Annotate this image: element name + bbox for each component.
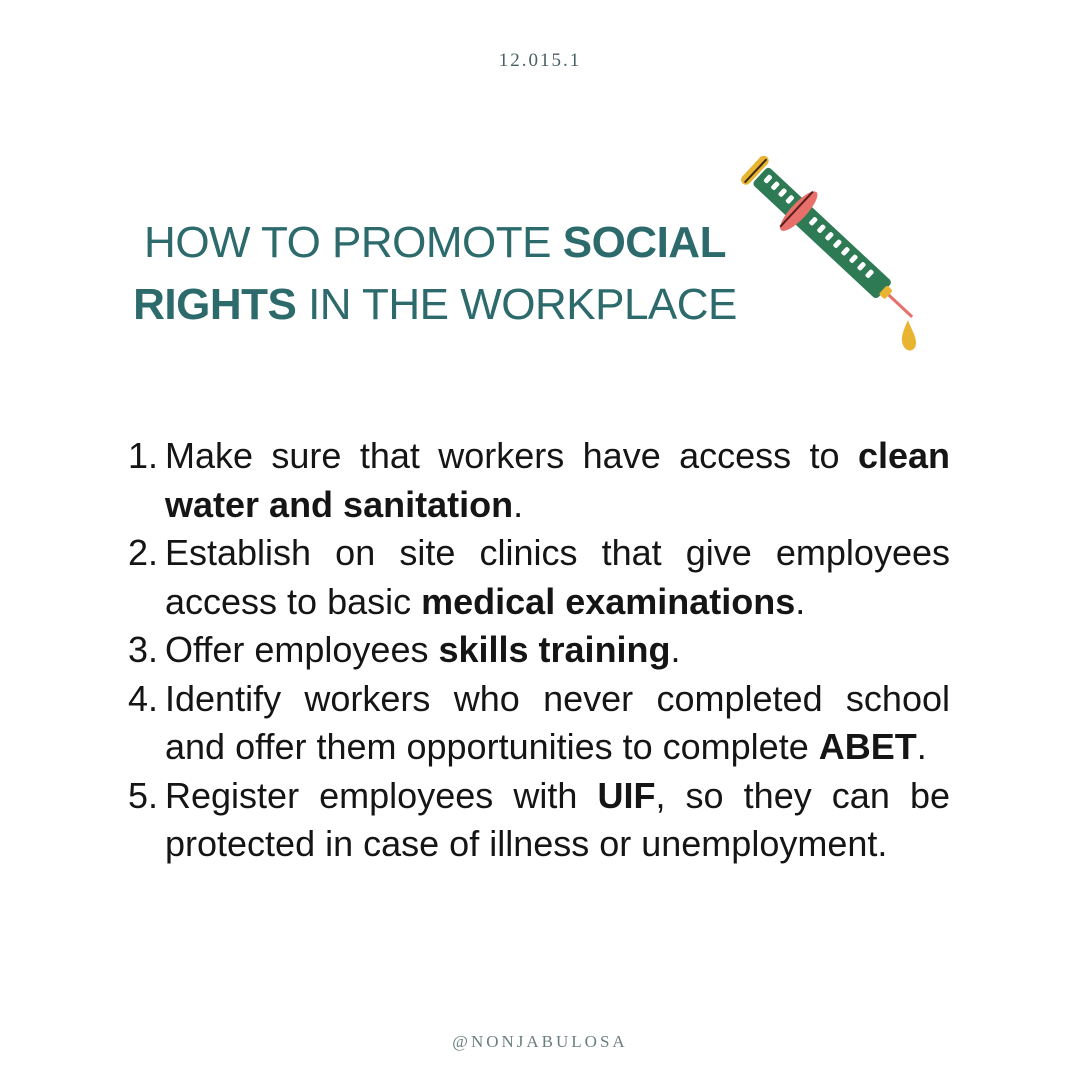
item-number: 2. — [128, 532, 159, 573]
item-text: Make sure that workers have access to clean water and sanitation. — [165, 435, 950, 525]
item-number: 4. — [128, 677, 159, 719]
item-text: Establish on site clinics that give employees access to basic medical examinations. — [165, 532, 950, 622]
item-number: 5. — [128, 774, 159, 816]
list-item — [128, 432, 950, 529]
post-code: 12.015.1 — [498, 50, 582, 71]
list-item — [128, 529, 950, 626]
list-item — [128, 626, 950, 675]
title-line-2 — [90, 274, 780, 336]
item-text: Offer employees skills training. — [165, 629, 681, 670]
title-text: IN THE WORKPLACE — [296, 280, 737, 329]
item-number: 3. — [128, 629, 159, 670]
list-item — [128, 772, 950, 869]
title-bold: RIGHTS — [133, 280, 297, 329]
item-text: Identify workers who never completed school and offer them opportunities to complete ABET. — [165, 677, 950, 767]
title-text: HOW TO PROMOTE — [144, 218, 563, 267]
list-item — [128, 675, 950, 772]
item-text: Register employees with UIF, so they can be protected in case of illness or unemployment. — [165, 774, 950, 864]
title-bold: SOCIAL — [562, 218, 726, 267]
recommendation-list — [128, 432, 950, 869]
author-handle: @NONJABULOSA — [452, 1032, 628, 1051]
syringe-icon — [740, 155, 930, 360]
page-title — [90, 212, 780, 336]
item-number: 1. — [128, 435, 159, 476]
title-line-1 — [90, 212, 780, 274]
